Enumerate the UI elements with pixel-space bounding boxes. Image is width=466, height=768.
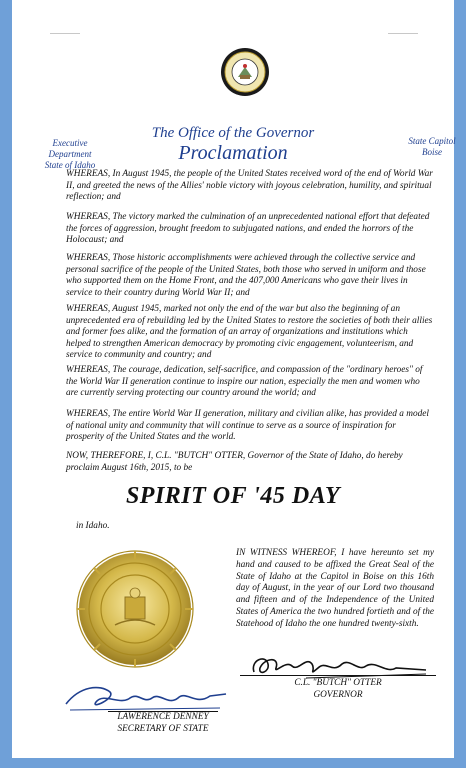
state-capitol-label: State Capitol Boise — [408, 136, 456, 157]
proclamation-heading: Proclamation — [178, 142, 288, 164]
office-heading: The Office of the Governor — [151, 125, 315, 141]
whereas-paragraph: WHEREAS, The courage, dedication, self-sacrifice, and compassion of the "ordinary heroes" of the World War II generation continue to inspire our nation, especially the men and women who are currently serving protecting our country around the world; and — [66, 365, 423, 399]
whereas-paragraph: WHEREAS, The victory marked the culmination of an unprecedented national effort that defeated the forces of aggression, brought freedom to subjugated nations, and ended the horrors of the Holocaust; and — [66, 212, 430, 246]
bottom-border — [0, 758, 466, 768]
secretary-title: SECRETARY OF STATE — [117, 724, 209, 734]
governor-title: GOVERNOR — [313, 690, 363, 700]
gold-state-seal-icon — [75, 549, 195, 669]
left-corner-mark — [50, 33, 80, 34]
whereas-paragraph: WHEREAS, August 1945, marked not only the end of the war but also the beginning of an unprecedented era of rebuilding led by the United States to restore the societies of both their allies and former foes alike, and the formation of an array of organizations and institutions which helped to strengthen American democracy by promoting civic engagement, volunteerism, and service to community and country; and — [66, 304, 433, 361]
whereas-paragraph: WHEREAS, In August 1945, the people of the United States received word of the end of World War II, and greeted the news of the Allies' noble victory with joyous celebration, humility, and spiritual reflection; and — [66, 169, 433, 203]
executive-department-label: Executive Department State of Idaho — [44, 138, 96, 170]
top-seal-icon — [220, 47, 270, 97]
governor-name: C.L. "BUTCH" OTTER — [294, 678, 382, 688]
now-therefore-paragraph: NOW, THEREFORE, I, C.L. "BUTCH" OTTER, Governor of the State of Idaho, do hereby proclaim August 16th, 2015, to be — [66, 451, 403, 473]
right-corner-mark — [388, 33, 418, 34]
secretary-name: LAWERENCE DENNEY — [117, 712, 209, 722]
left-border — [0, 0, 12, 768]
governor-signature-line — [240, 675, 436, 676]
day-title: SPIRIT OF '45 DAY — [125, 483, 341, 509]
whereas-paragraph: WHEREAS, The entire World War II generation, military and civilian alike, has provided a model of national unity and community that will continue to serve as a source of inspiration for prosperity of the United States and the world. — [66, 409, 429, 443]
whereas-paragraph: WHEREAS, Those historic accomplishments were achieved through the collective service and personal sacrifice of the people of the United States, both those who served in uniform and those who supported them on the Home Front, and the 407,000 Americans who gave their lives in service to their country during World War II; and — [66, 253, 426, 298]
witness-paragraph: IN WITNESS WHEREOF, I have hereunto set my hand and caused to be affixed the Great Seal of the State of Idaho at the Capitol in Boise on this 16th day of August, in the year of our Lord two thousand and fifteen and of the Independence of the United States of America the two hundred fortieth and of the Statehood of Idaho the one hundred twenty-sixth. — [236, 548, 434, 629]
in-idaho-text: in Idaho. — [76, 521, 110, 531]
right-border — [454, 0, 466, 768]
secretary-signature-icon — [60, 680, 230, 714]
